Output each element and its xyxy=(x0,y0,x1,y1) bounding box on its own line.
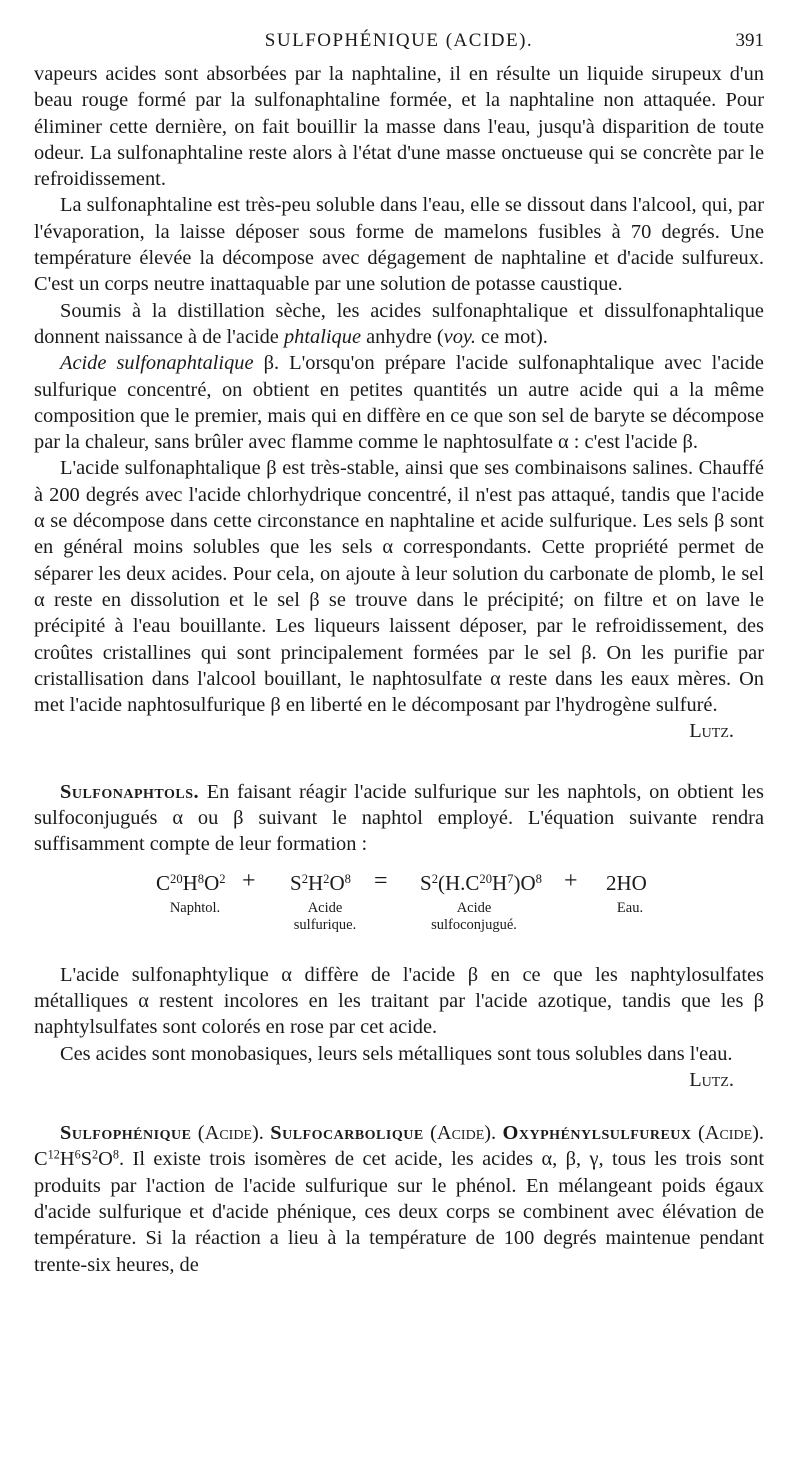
section-gap xyxy=(34,745,764,779)
eq-term-sulfurique: $S^2H^2O^8$ xyxy=(290,870,351,895)
running-title: SULFOPHÉNIQUE (ACIDE). xyxy=(264,30,534,51)
paragraph-1: vapeurs acides sont absorbées par la naphtaline, il en résulte un liquide sirupeux d'un beau rouge formé par la sulfonaphtaline formée, et la naphtaline non attaquée. Pour éliminer cette dernière, on fait bouillir la masse dans l'eau, jusqu'à disparition de toute odeur. La sulfonaphtaline reste alors à l'état d'une masse onctueuse qui se concrète par le refroidissement. xyxy=(34,63,764,191)
p3-italic-phtalique: phtalique xyxy=(283,325,361,348)
eq-plus-2: + xyxy=(564,867,578,894)
eq-equals: = xyxy=(374,867,388,894)
entry-head-sulfocarbolique: Sulfocarbolique xyxy=(270,1122,424,1145)
eq-label-acide-2: Acide xyxy=(456,899,492,916)
eq-term-sulfoconjugue: $S^2(H.C^{20}H^7)O^8$ xyxy=(420,870,542,895)
paragraph-7: L'acide sulfonaphtylique α diffère de l'acide β en ce que les naphtylosulfates métalliques α restent incolores en les traitant par l'acide azotique, tandis que les β naphtylsulfates sont colorés en rose par cet acide. xyxy=(34,963,764,1039)
p8-text: Ces acides sont monobasiques, leurs sels métalliques sont tous solubles dans l'eau. xyxy=(60,1042,733,1065)
formula-c12h6s2o8: $C^{12}H^6S^2O^8$. xyxy=(34,1147,125,1171)
entry-head-oxyphenylsulfureux: Oxyphénylsulfureux xyxy=(502,1122,692,1145)
entry-sulfonaphtols xyxy=(34,779,764,858)
acide-label-3: (Acide). xyxy=(697,1122,765,1145)
eq-plus-1: + xyxy=(242,867,256,894)
eq-label-naphtol: Naphtol. xyxy=(169,899,221,916)
paragraph-2: La sulfonaphtaline est très-peu soluble dans l'eau, elle se dissout dans l'alcool, qui, par l'évaporation, la laisse déposer sous forme de mamelons fusibles à 70 degrés. Une température élevée la décompose avec dégagement de naphtaline et d'acide sulfureux. C'est un corps neutre inattaquable par une solution de potasse caustique. xyxy=(34,194,764,296)
eq-label-acide-sulfurique xyxy=(280,900,370,934)
eq-label-acide-sulfoconjugue xyxy=(418,900,530,934)
entry-sulfophenique xyxy=(34,1120,764,1278)
paragraph-3 xyxy=(34,298,764,351)
sulfophenique-text: Il existe trois isomères de cet acide, les acides α, β, γ, tous les trois sont produits par l'action de l'acide sulfurique sur le phénol. En mélangeant poids égaux d'acide sulfurique et d'acide phénique, ces deux corps se combinent avec élévation de température. Si la réaction a lieu à la température de 100 degrés maintenue pendant trente-six heures, de xyxy=(34,1148,764,1276)
paragraph-5: L'acide sulfonaphtalique β est très-stable, ainsi que ses combinaisons salines. Chauffé à 200 degrés avec l'acide chlorhydrique concentré, il n'est pas attaqué, tandis que l'acide α se décompose dans cette circonstance en naphtaline et acide sulfurique. Les sels β sont en général moins solubles que les sels α correspondants. Cette propriété permet de séparer les deux acides. Pour cela, on ajoute à leur solution du carbonate de plomb, le sel α reste en dissolution et le sel β se trouve dans le précipité; on filtre et on lave le précipité à l'eau bouillante. Les liqueurs laissent déposer, par le refroidissement, des croûtes cristallines qui sont principalement formées par le sel β. On les purifie par cristallisation dans l'alcool bouillant, le naphtosulfate α reste dans les eaux mères. On met l'acide naphtosulfurique β en liberté en le décomposant par l'hydrogène sulfuré. xyxy=(34,457,764,717)
eq-term-naphtol: $C^{20}H^8O^2$ xyxy=(156,870,226,895)
page-header xyxy=(34,30,764,56)
sulfonaphtols-text: En faisant réagir l'acide sulfurique sur les naphtols, on obtient les sulfoconjugués α ou β suivant le naphtol employé. L'équation suivante rendra suffisamment compte de leur formation : xyxy=(34,780,764,856)
p3-italic-voy: voy. xyxy=(443,325,476,348)
eq-label-sulfoconjugue: sulfoconjugué. xyxy=(431,916,517,933)
page-body xyxy=(34,61,764,1278)
paragraph-4 xyxy=(34,350,764,455)
entry-head-sulfophenique: Sulfophénique xyxy=(60,1122,192,1145)
eq-term-eau: 2HO xyxy=(606,870,647,895)
paragraph-8 xyxy=(34,1041,764,1091)
section-gap-2 xyxy=(34,1093,764,1120)
entry-head-sulfonaphtols: Sulfonaphtols. xyxy=(60,780,200,803)
eq-label-acide-1: Acide xyxy=(307,899,343,916)
p3-text-c: ce mot). xyxy=(475,325,548,348)
chemical-equation xyxy=(34,866,764,954)
p4-text: β. L'orsqu'on prépare l'acide sulfonaphtalique avec l'acide sulfurique concentré, on obtient en petites quantités un autre acide qui a la même composition que le premier, mais qui en diffère en ce que son sel de baryte se décompose par la chaleur, sans brûler avec flamme comme le naphtosulfate α : c'est l'acide β. xyxy=(34,352,764,454)
p3-text-a: Soumis à la distillation sèche, les acides sulfonaphtalique et dissulfonaphtalique donnent naissance à de l'acide xyxy=(34,299,764,348)
eq-label-sulfurique: sulfurique. xyxy=(293,916,357,933)
page-number: 391 xyxy=(735,30,764,51)
signature-lutz-2: Lutz. xyxy=(689,1068,734,1091)
signature-lutz-1: Lutz. xyxy=(689,720,734,743)
acide-label-2: (Acide). xyxy=(430,1122,497,1145)
eq-label-eau: Eau. xyxy=(616,899,644,916)
p4-italic-title: Acide sulfonaphtalique xyxy=(60,352,254,375)
p3-text-b: anhydre ( xyxy=(361,325,444,348)
acide-label-1: (Acide). xyxy=(197,1122,264,1145)
